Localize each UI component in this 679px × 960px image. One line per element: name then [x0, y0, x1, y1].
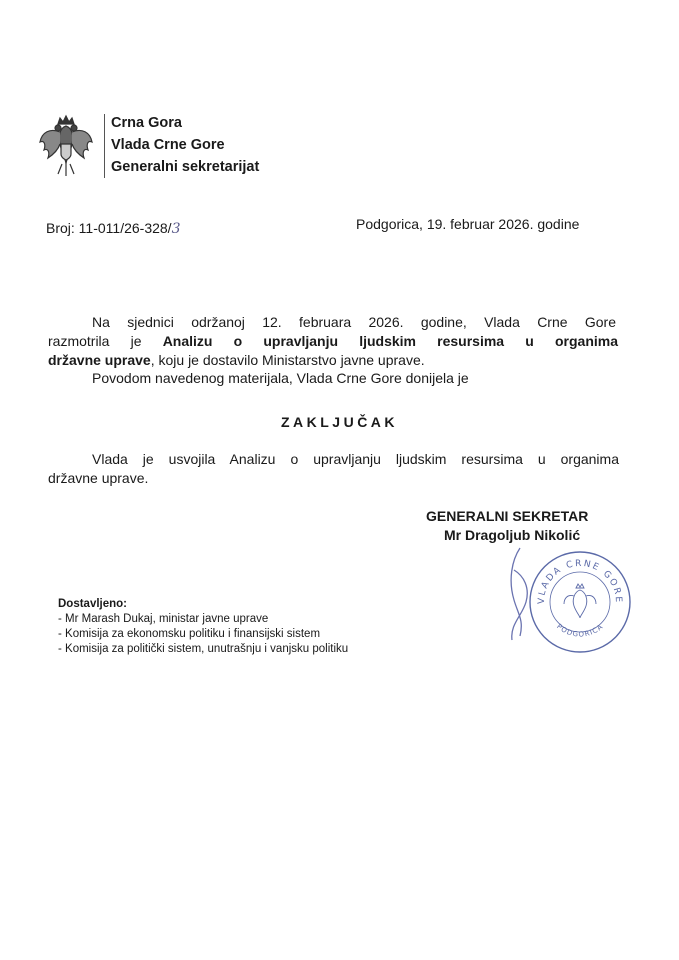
svg-text:PODGORICA	[555, 622, 605, 638]
document-subject: Analizu o upravljanju ljudskim resursima u organima	[162, 333, 618, 349]
list-item: - Mr Marash Dukaj, ministar javne uprave	[58, 613, 269, 625]
svg-text:VLADA CRNE GORE	[537, 559, 623, 604]
paragraph-3-line-1: Vlada je usvojila Analizu o upravljanju ljudskim resursima u organima	[92, 451, 619, 467]
paragraph-1-line-2: razmotrila je Analizu o upravljanju ljudskim resursima u organima	[48, 333, 618, 349]
list-item: - Komisija za ekonomsku politiku i finansijski sistem	[58, 628, 321, 640]
reference-label: Broj: 11-011/26-328/	[46, 220, 172, 236]
distribution-heading: Dostavljeno:	[58, 598, 128, 610]
header-divider	[104, 114, 105, 178]
paragraph-1-continuation	[48, 332, 618, 370]
government-name: Vlada Crne Gore	[111, 137, 225, 153]
stamp-emblem-icon	[564, 584, 596, 618]
document-date: Podgorica, 19. februar 2026. godine	[356, 216, 580, 232]
stamp-top-text: VLADA CRNE GORE	[536, 558, 624, 605]
reference-handwritten-number: 3	[171, 221, 181, 237]
paragraph-1-line-3: državne uprave, koju je dostavilo Ministarstvo javne uprave.	[48, 352, 425, 368]
signatory-name: Mr Dragoljub Nikolić	[444, 527, 581, 543]
paragraph-3-line-2: državne uprave.	[48, 470, 149, 486]
signatory-title: GENERALNI SEKRETAR	[426, 508, 589, 524]
paragraph-2: Povodom navedenog materijala, Vlada Crne Gore donijela je	[92, 370, 469, 386]
list-item: - Komisija za politički sistem, unutrašnju i vanjsku politiku	[58, 643, 349, 655]
letterhead	[111, 112, 259, 178]
coat-of-arms-icon	[36, 114, 96, 180]
decision-title: ZAKLJUČAK	[280, 414, 399, 430]
stamp-bottom-text: PODGORICA	[555, 622, 605, 639]
reference-number	[46, 220, 180, 237]
distribution-list	[58, 612, 348, 657]
office-name: Generalni sekretarijat	[111, 159, 260, 175]
official-stamp	[526, 548, 634, 656]
paragraph-1-line-1: Na sjednici održanoj 12. februara 2026. godine, Vlada Crne Gore	[92, 314, 616, 330]
country-name: Crna Gora	[111, 115, 182, 131]
